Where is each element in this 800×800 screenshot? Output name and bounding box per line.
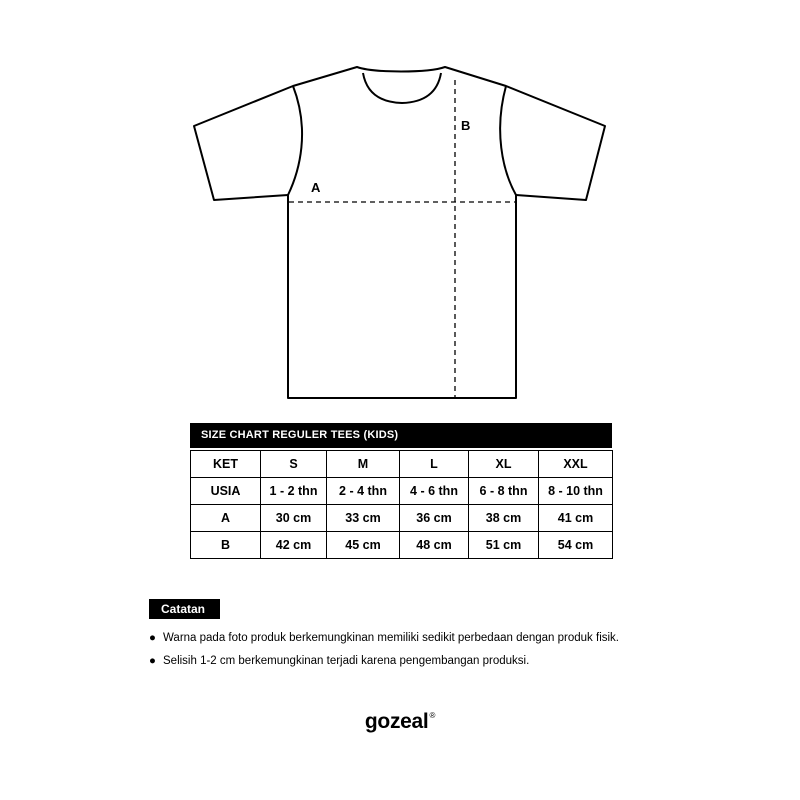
bullet-icon: ● xyxy=(149,632,156,644)
registered-mark: ® xyxy=(429,711,436,720)
label-a: A xyxy=(311,180,321,195)
note-text: Warna pada foto produk berkemungkinan memiliki sedikit perbedaan dengan produk fisik. xyxy=(163,632,620,644)
table-cell: 8 - 10 thn xyxy=(539,478,613,505)
header-cell: S xyxy=(261,451,327,478)
table-cell: 33 cm xyxy=(327,505,400,532)
left-sleeve-seam xyxy=(288,86,302,195)
table-header-row xyxy=(191,451,613,478)
notes-section xyxy=(149,599,619,673)
list-item xyxy=(149,627,619,650)
header-cell: L xyxy=(400,451,469,478)
header-cell: XXL xyxy=(539,451,613,478)
table-cell: 4 - 6 thn xyxy=(400,478,469,505)
list-item xyxy=(149,650,619,673)
table-cell: 48 cm xyxy=(400,532,469,559)
table-row xyxy=(191,478,613,505)
row-label: USIA xyxy=(191,478,261,505)
bullet-icon: ● xyxy=(149,655,156,667)
table-cell: 41 cm xyxy=(539,505,613,532)
size-chart-table xyxy=(190,450,613,559)
table-cell: 1 - 2 thn xyxy=(261,478,327,505)
row-label: B xyxy=(191,532,261,559)
table-cell: 30 cm xyxy=(261,505,327,532)
header-cell: KET xyxy=(191,451,261,478)
table-cell: 45 cm xyxy=(327,532,400,559)
tshirt-outline xyxy=(194,67,605,398)
right-sleeve-seam xyxy=(500,86,516,195)
table-cell: 51 cm xyxy=(469,532,539,559)
table-row xyxy=(191,505,613,532)
brand-name: gozeal xyxy=(364,710,429,733)
table-cell: 54 cm xyxy=(539,532,613,559)
table-cell: 38 cm xyxy=(469,505,539,532)
header-cell: M xyxy=(327,451,400,478)
table-cell: 6 - 8 thn xyxy=(469,478,539,505)
table-cell: 42 cm xyxy=(261,532,327,559)
label-b: B xyxy=(461,118,471,133)
notes-list xyxy=(149,627,619,673)
table-cell: 36 cm xyxy=(400,505,469,532)
brand-logo xyxy=(0,710,800,734)
note-text: Selisih 1-2 cm berkemungkinan terjadi karena pengembangan produksi. xyxy=(163,655,530,667)
table-cell: 2 - 4 thn xyxy=(327,478,400,505)
notes-title: Catatan xyxy=(149,599,220,619)
row-label: A xyxy=(191,505,261,532)
header-cell: XL xyxy=(469,451,539,478)
table-row xyxy=(191,532,613,559)
collar-inner xyxy=(363,73,441,103)
size-chart-title: SIZE CHART REGULER TEES (KIDS) xyxy=(190,423,612,448)
size-chart xyxy=(190,423,612,559)
